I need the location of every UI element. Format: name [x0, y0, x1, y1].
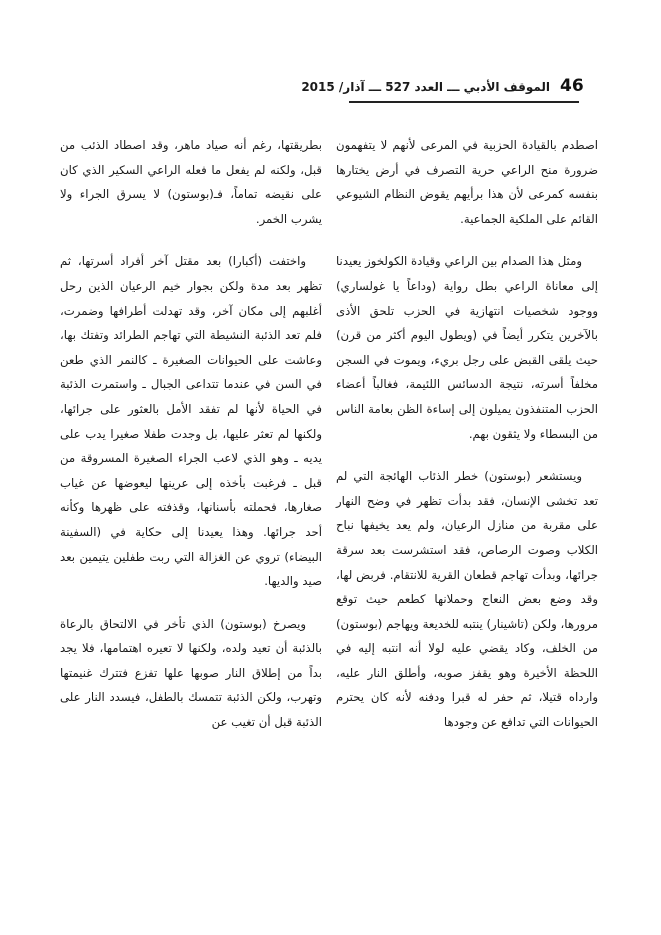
paragraph: بطريقتها، رغم أنه صياد ماهر، وقد اصطاد الذئب من قبل، ولكنه لم يفعل ما فعله الراعي السكير الذي كان على نقيضه تماماً، فـ(بوستون) لا يسرق الجراء ولا يشرب الخمر. — [60, 138, 322, 226]
paragraph: واختفت (أكبارا) بعد مقتل آخر أفراد أسرتها، ثم تظهر بعد مدة ولكن بجوار خيم الرعيان الذين رحل أغلبهم إلى مكان آخر، وقد تهدلت أطرافها وضمرت، فلم تعد الذئبة النشيطة التي تهاجم الطرائد وتفتك بها، وعاشت على الحيوانات الصغيرة ـ كالنمر الذي طعن في السن في عندما تتداعى الجبال ـ واستمرت الذئبة في الحياة لأنها لم تفقد الأمل بالعثور على جرائها، ولكنها لم تعثر عليها، بل وجدت طفلا صغيرا يدب على يديه ـ وهو الذي لاعب الجراء الصغيرة المسروقة من قبل ـ فرغبت بأخذه إلى عرينها ليعوضها عن غياب صغارها، فحملته بأسنانها، وقذفته على ظهرها وكأنه أحد جرائها. وهذا يعيدنا إلى حكاية في (السفينة البيضاء) تروي عن الغزالة التي ربت طفلين يتيمين بعد صيد والديها. — [60, 254, 322, 589]
header-rule — [349, 101, 579, 103]
running-title: الموقف الأدبي ـــ العدد 527 ـــ آذار/ 2015 — [301, 80, 550, 94]
left-column — [60, 133, 322, 913]
paragraph: ويستشعر (بوستون) خطر الذئاب الهائجة التي لم تعد تخشى الإنسان، فقد بدأت تظهر في وضح النهار على مقربة من منازل الرعيان، ولم يعد يخيفها نباح الكلاب وصوت الرصاص، فقد استشرست بعد سرقة جرائها، وبدأت تهاجم قطعان القرية للانتقام. فربض لها، وقد وضع بعض النعاج وحملانها كطعم حيث توقع مرورها، ولكن (تاشينار) ينتبه للخديعة ويهاجم (بوستون) من الخلف، وكاد يقضي عليه لولا أنه انتبه إليه في اللحظة الأخيرة وهو يقفز صوبه، وأطلق النار عليه، وارداه قتيلا، ثم حفر له قبرا ودفنه لأنه كان يحترم الحيوانات التي تدافع عن وجودها — [336, 469, 598, 730]
paragraph: اصطدم بالقيادة الحزبية في المرعى لأنهم لا يتفهمون ضرورة منح الراعي حرية التصرف في أرض يختارها بنفسه كمرعى لأن هذا برأيهم يقوض النظام الشيوعي القائم على الملكية الجماعية. — [336, 138, 598, 226]
paragraph: ومثل هذا الصدام بين الراعي وقيادة الكولخوز يعيدنا إلى معاناة الراعي بطل رواية (وداعاً يا غولساري) ووجود شخصيات انتهازية في الحزب تلحق الأذى بالآخرين يتكرر أيضاً في (ويطول اليوم أكثر من قرن) حيث يلقى القبض على رجل بريء، ويموت في السجن مخلفاً أسرته، نتيجة الدسائس اللئيمة، فغالباً أعضاء الحزب المتنفذون يميلون إلى إساءة الظن بعامة الناس من البسطاء ولا يثقون بهم. — [336, 254, 598, 441]
paragraph: ويصرخ (بوستون) الذي تأخر في الالتحاق بالرعاة بالذئبة أن تعيد ولده، ولكنها لا تعيره اهتمامها، فلا يجد بداً من إطلاق النار صوبها علها تفزع فتترك غنيمتها وتهرب، ولكن الذئبة تتمسك بالطفل، فيسدد النار على الذئبة قبل أن تغيب عن — [60, 616, 322, 730]
page-number: 46 — [560, 76, 584, 96]
right-column — [336, 133, 598, 913]
page-header — [0, 74, 661, 104]
